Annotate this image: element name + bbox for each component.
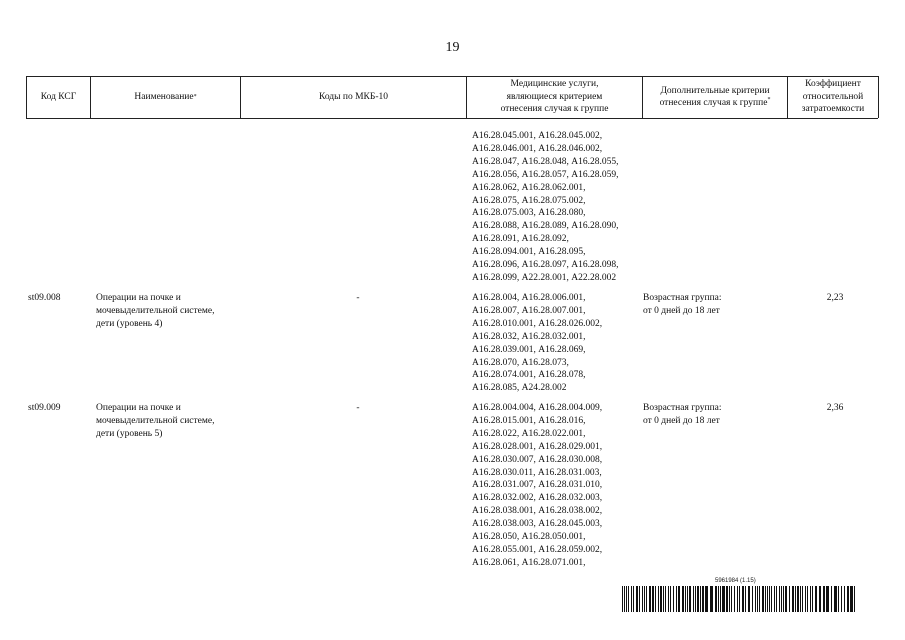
header-name: Наименование *: [134, 91, 197, 102]
row-services: А16.28.045.001, А16.28.045.002, А16.28.046.001, А16.28.046.002, А16.28.047, А16.28.048, А16.28.055, А16.28.056, А16.28.057, А16.28.059, А16.28.062, А16.28.062.001, А16.28.075, А16.28.075.002, А16.28.075.003, А16.28.080, А16.28.088, А16.28.089, А16.28.090, А16.28.091, А16.28.092, А16.28.094.001, А16.28.095, А16.28.096, А16.28.097, А16.28.098, А16.28.099, А22.28.001, А22.28.002: [472, 131, 619, 283]
row-services: А16.28.004, А16.28.006.001, А16.28.007, А16.28.007.001, А16.28.010.001, А16.28.026.002, А16.28.032, А16.28.032.001, А16.28.039.001, А16.28.069, А16.28.070, А16.28.073, А16.28.074.001, А16.28.078, А16.28.085, А24.28.002: [472, 293, 603, 394]
row-coef: 2,23: [826, 293, 844, 303]
row-name: Операции на почке и мочевыделительной системе, дети (уровень 4): [96, 293, 215, 329]
header-mkb: [241, 76, 466, 118]
row-mkb: -: [356, 293, 360, 303]
header-criteria-label: Дополнительные критерии отнесения случая к группе: [659, 85, 770, 108]
header-services: [467, 76, 642, 118]
header-name-label: Наименование: [134, 91, 194, 102]
header-code: [27, 76, 90, 118]
header-mkb-label: Коды по МКБ-10: [318, 91, 389, 102]
header-services-label: Медицинские услуги, являющиеся критерием отнесения случая к группе: [500, 79, 609, 115]
table-header-bottom-border: [26, 118, 878, 119]
row-criteria: Возрастная группа: от 0 дней до 18 лет: [643, 293, 722, 316]
header-criteria: [643, 76, 787, 118]
row-code: st09.008: [28, 293, 61, 303]
row-code: st09.009: [28, 403, 61, 413]
row-name: Операции на почке и мочевыделительной системе, дети (уровень 5): [96, 403, 215, 439]
header-code-label: Код КСГ: [40, 91, 77, 102]
barcode-image: [622, 586, 856, 612]
row-criteria: Возрастная группа: от 0 дней до 18 лет: [643, 403, 722, 426]
header-criteria-mark: *: [767, 96, 771, 103]
row-coef: 2,36: [826, 403, 844, 413]
header-divider: [878, 76, 879, 118]
page-number: 19: [445, 40, 460, 55]
header-coef: [788, 76, 878, 118]
row-mkb: -: [356, 403, 360, 413]
header-coef-label: Коэффициент относительной затратоемкости: [801, 79, 865, 115]
document-id: 5961984 (1.15): [715, 578, 756, 584]
row-services: А16.28.004.004, А16.28.004.009, А16.28.015.001, А16.28.016, А16.28.022, А16.28.022.001, А16.28.028.001, А16.28.029.001, А16.28.030.007, А16.28.030.008, А16.28.030.011, А16.28.031.003, А16.28.031.007, А16.28.031.010, А16.28.032.002, А16.28.032.003, А16.28.038.001, А16.28.038.002, А16.28.038.003, А16.28.045.003, А16.28.050, А16.28.050.001, А16.28.055.001, А16.28.059.002, А16.28.061, А16.28.071.001,: [472, 403, 603, 568]
